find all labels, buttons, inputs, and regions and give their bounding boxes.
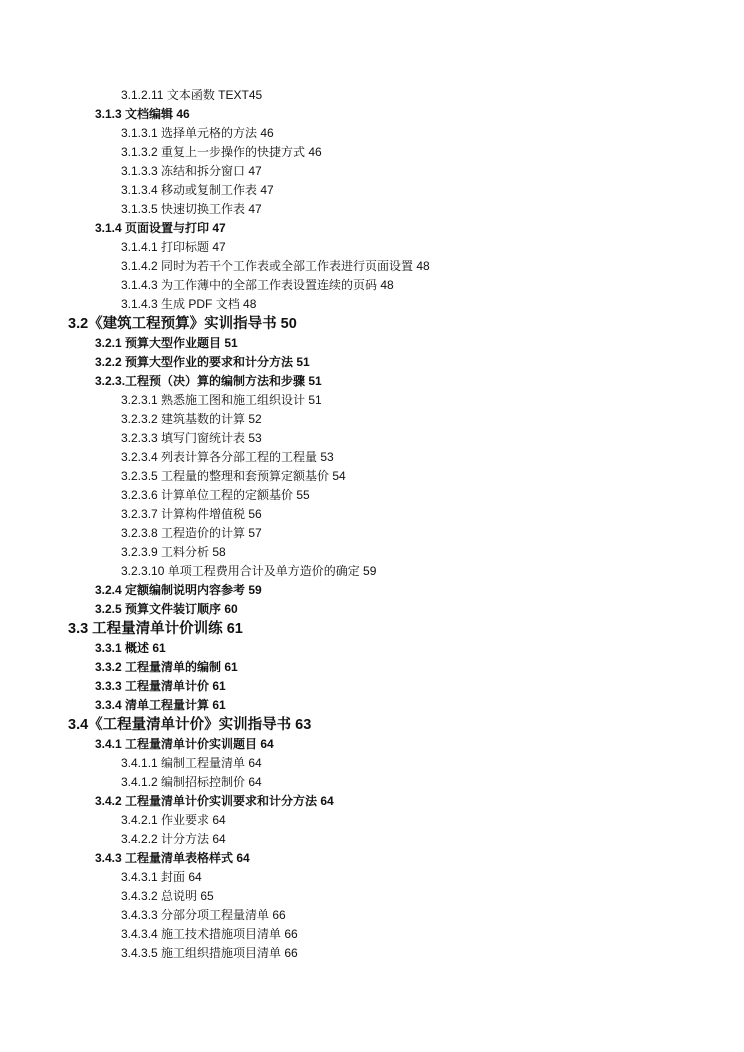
toc-entry-level-2[interactable]: 3.2.2 预算大型作业的要求和计分方法 51 — [95, 355, 310, 369]
toc-entry-level-3[interactable]: 3.2.3.2 建筑基数的计算 52 — [121, 412, 262, 426]
toc-entry-level-3[interactable]: 3.2.3.1 熟悉施工图和施工组织设计 51 — [121, 393, 322, 407]
toc-entry-level-3[interactable]: 3.1.4.3 生成 PDF 文档 48 — [121, 297, 257, 311]
toc-entry-level-1[interactable]: 3.3 工程量清单计价训练 61 — [68, 621, 243, 637]
toc-entry-level-2[interactable]: 3.2.1 预算大型作业题目 51 — [95, 336, 238, 350]
toc-entry-level-3[interactable]: 3.1.3.3 冻结和拆分窗口 47 — [121, 164, 262, 178]
toc-entry-level-3[interactable]: 3.2.3.10 单项工程费用合计及单方造价的确定 59 — [121, 564, 377, 578]
toc-entry-level-3[interactable]: 3.4.1.2 编制招标控制价 64 — [121, 775, 262, 789]
toc-entry-level-3[interactable]: 3.2.3.8 工程造价的计算 57 — [121, 526, 262, 540]
toc-entry-level-3[interactable]: 3.2.3.7 计算构件增值税 56 — [121, 507, 262, 521]
toc-entry-level-2[interactable]: 3.4.3 工程量清单表格样式 64 — [95, 851, 250, 865]
table-of-contents — [0, 86, 744, 963]
toc-entry-level-3[interactable]: 3.2.3.6 计算单位工程的定额基价 55 — [121, 488, 310, 502]
toc-entry-level-3[interactable]: 3.1.3.2 重复上一步操作的快捷方式 46 — [121, 145, 322, 159]
toc-entry-level-3[interactable]: 3.2.3.9 工料分析 58 — [121, 545, 226, 559]
toc-entry-level-2[interactable]: 3.1.4 页面设置与打印 47 — [95, 221, 226, 235]
toc-entry-level-2[interactable]: 3.2.4 定额编制说明内容参考 59 — [95, 583, 262, 597]
toc-entry-level-3[interactable]: 3.4.3.2 总说明 65 — [121, 889, 214, 903]
toc-entry-level-2[interactable]: 3.3.1 概述 61 — [95, 641, 166, 655]
toc-entry-level-2[interactable]: 3.4.1 工程量清单计价实训题目 64 — [95, 737, 274, 751]
toc-entry-level-3[interactable]: 3.2.3.3 填写门窗统计表 53 — [121, 431, 262, 445]
toc-entry-level-3[interactable]: 3.4.3.4 施工技术措施项目清单 66 — [121, 927, 298, 941]
toc-entry-level-3[interactable]: 3.1.4.3 为工作薄中的全部工作表设置连续的页码 48 — [121, 278, 394, 292]
toc-entry-level-1[interactable]: 3.4《工程量清单计价》实训指导书 63 — [68, 717, 312, 733]
toc-entry-level-2[interactable]: 3.3.4 清单工程量计算 61 — [95, 698, 226, 712]
toc-entry-level-3[interactable]: 3.1.3.4 移动或复制工作表 47 — [121, 183, 274, 197]
toc-entry-level-3[interactable]: 3.2.3.4 列表计算各分部工程的工程量 53 — [121, 450, 334, 464]
toc-entry-level-3[interactable]: 3.4.2.1 作业要求 64 — [121, 813, 226, 827]
toc-entry-level-2[interactable]: 3.2.5 预算文件装订顺序 60 — [95, 602, 238, 616]
toc-entry-level-3[interactable]: 3.1.3.5 快速切换工作表 47 — [121, 202, 262, 216]
toc-entry-level-3[interactable]: 3.4.3.3 分部分项工程量清单 66 — [121, 908, 286, 922]
toc-entry-level-3[interactable]: 3.4.3.1 封面 64 — [121, 870, 202, 884]
toc-entry-level-3[interactable]: 3.1.2.11 文本函数 TEXT45 — [121, 88, 263, 102]
toc-entry-level-2[interactable]: 3.4.2 工程量清单计价实训要求和计分方法 64 — [95, 794, 334, 808]
toc-entry-level-3[interactable]: 3.4.1.1 编制工程量清单 64 — [121, 756, 262, 770]
toc-entry-level-2[interactable]: 3.2.3.工程预（决）算的编制方法和步骤 51 — [95, 374, 322, 388]
toc-entry-level-3[interactable]: 3.4.3.5 施工组织措施项目清单 66 — [121, 946, 298, 960]
toc-entry-level-3[interactable]: 3.1.4.1 打印标题 47 — [121, 240, 226, 254]
toc-entry-level-3[interactable]: 3.1.3.1 选择单元格的方法 46 — [121, 126, 274, 140]
toc-entry-level-2[interactable]: 3.3.2 工程量清单的编制 61 — [95, 660, 238, 674]
toc-entry-level-3[interactable]: 3.2.3.5 工程量的整理和套预算定额基价 54 — [121, 469, 346, 483]
toc-entry-level-2[interactable]: 3.1.3 文档编辑 46 — [95, 107, 190, 121]
toc-entry-level-3[interactable]: 3.4.2.2 计分方法 64 — [121, 832, 226, 846]
toc-entry-level-1[interactable]: 3.2《建筑工程预算》实训指导书 50 — [68, 316, 297, 332]
toc-entry-level-2[interactable]: 3.3.3 工程量清单计价 61 — [95, 679, 226, 693]
toc-entry-level-3[interactable]: 3.1.4.2 同时为若干个工作表或全部工作表进行页面设置 48 — [121, 259, 430, 273]
